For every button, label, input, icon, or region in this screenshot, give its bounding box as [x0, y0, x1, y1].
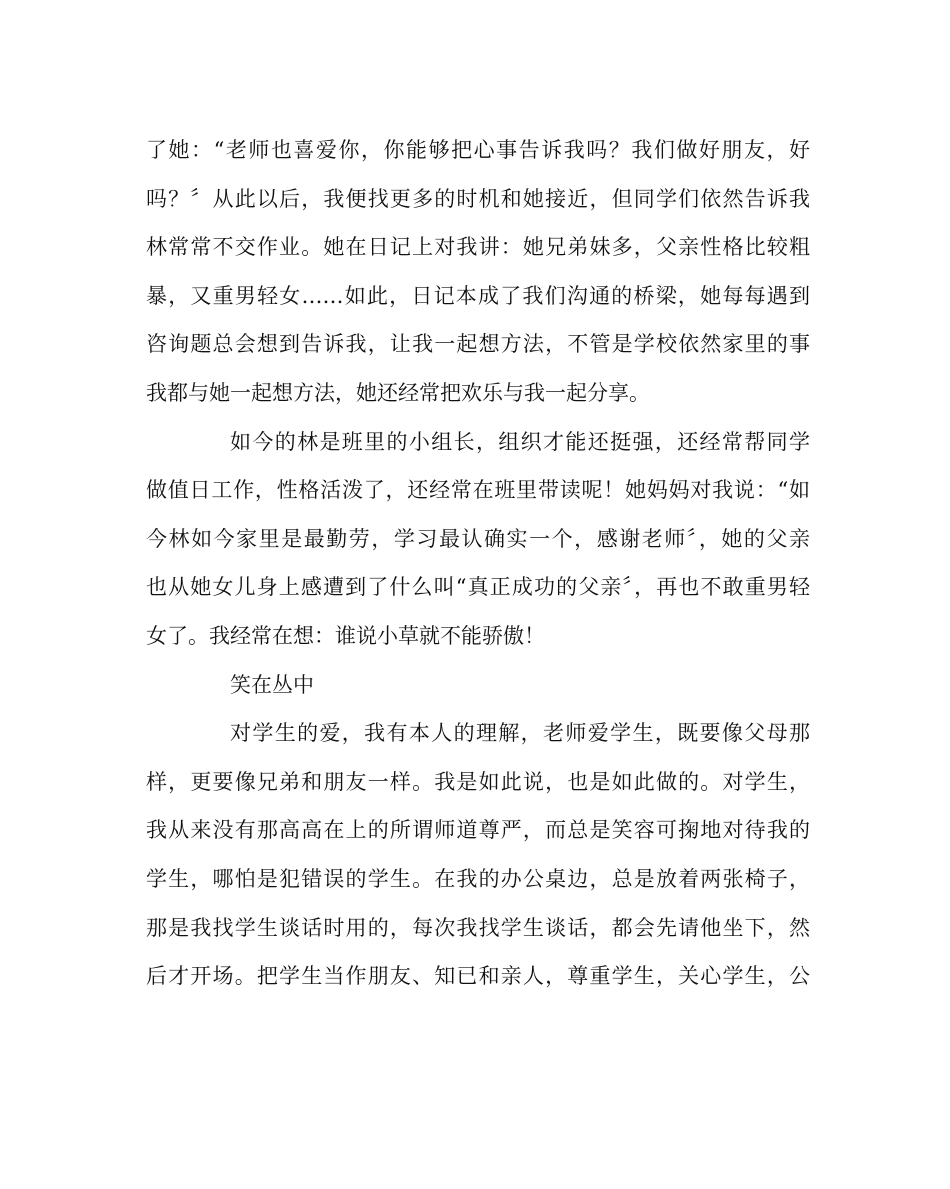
- text-line: 后才开场。把学生当作朋友、知已和亲人，尊重学生，关心学生，公: [146, 964, 810, 989]
- paragraph-start-line: 如今的林是班里的小组长，组织才能还挺强，还经常帮同学: [230, 429, 810, 454]
- text-line: 我从来没有那高高在上的所谓师道尊严，而总是笑容可掬地对待我的: [146, 818, 810, 843]
- text-line: 女了。我经常在想：谁说小草就不能骄傲！: [146, 623, 545, 648]
- text-line: 暴，又重男轻女……如此，日记本成了我们沟通的桥梁，她每每遇到: [146, 283, 810, 308]
- text-line: 林常常不交作业。她在日记上对我讲：她兄弟妹多，父亲性格比较粗: [146, 235, 810, 260]
- text-line: 样，更要像兄弟和朋友一样。我是如此说，也是如此做的。对学生，: [146, 769, 810, 794]
- section-heading: 笑在丛中: [230, 672, 314, 697]
- body-text: [146, 126, 810, 1001]
- text-line: 咨询题总会想到告诉我，让我一起想方法，不管是学校依然家里的事: [146, 332, 810, 357]
- text-line: 吗？〞从此以后，我便找更多的时机和她接近，但同学们依然告诉我: [146, 186, 810, 211]
- text-line: 也从她女儿身上感遭到了什么叫“真正成功的父亲〞，再也不敢重男轻: [146, 575, 810, 600]
- text-line: 学生，哪怕是犯错误的学生。在我的办公桌边，总是放着两张椅子，: [146, 866, 810, 891]
- text-line: 了她：“老师也喜爱你，你能够把心事告诉我吗？我们做好朋友，好: [146, 138, 810, 162]
- text-line: 我都与她一起想方法，她还经常把欢乐与我一起分享。: [146, 380, 650, 405]
- text-line: 那是我找学生谈话时用的，每次我找学生谈话，都会先请他坐下，然: [146, 915, 810, 940]
- text-line: 做值日工作，性格活泼了，还经常在班里带读呢！她妈妈对我说：“如: [146, 478, 810, 503]
- paragraph-start-line: 对学生的爱，我有本人的理解，老师爱学生，既要像父母那: [230, 721, 810, 746]
- text-line: 今林如今家里是最勤劳，学习最认确实一个，感谢老师〞，她的父亲: [146, 526, 810, 551]
